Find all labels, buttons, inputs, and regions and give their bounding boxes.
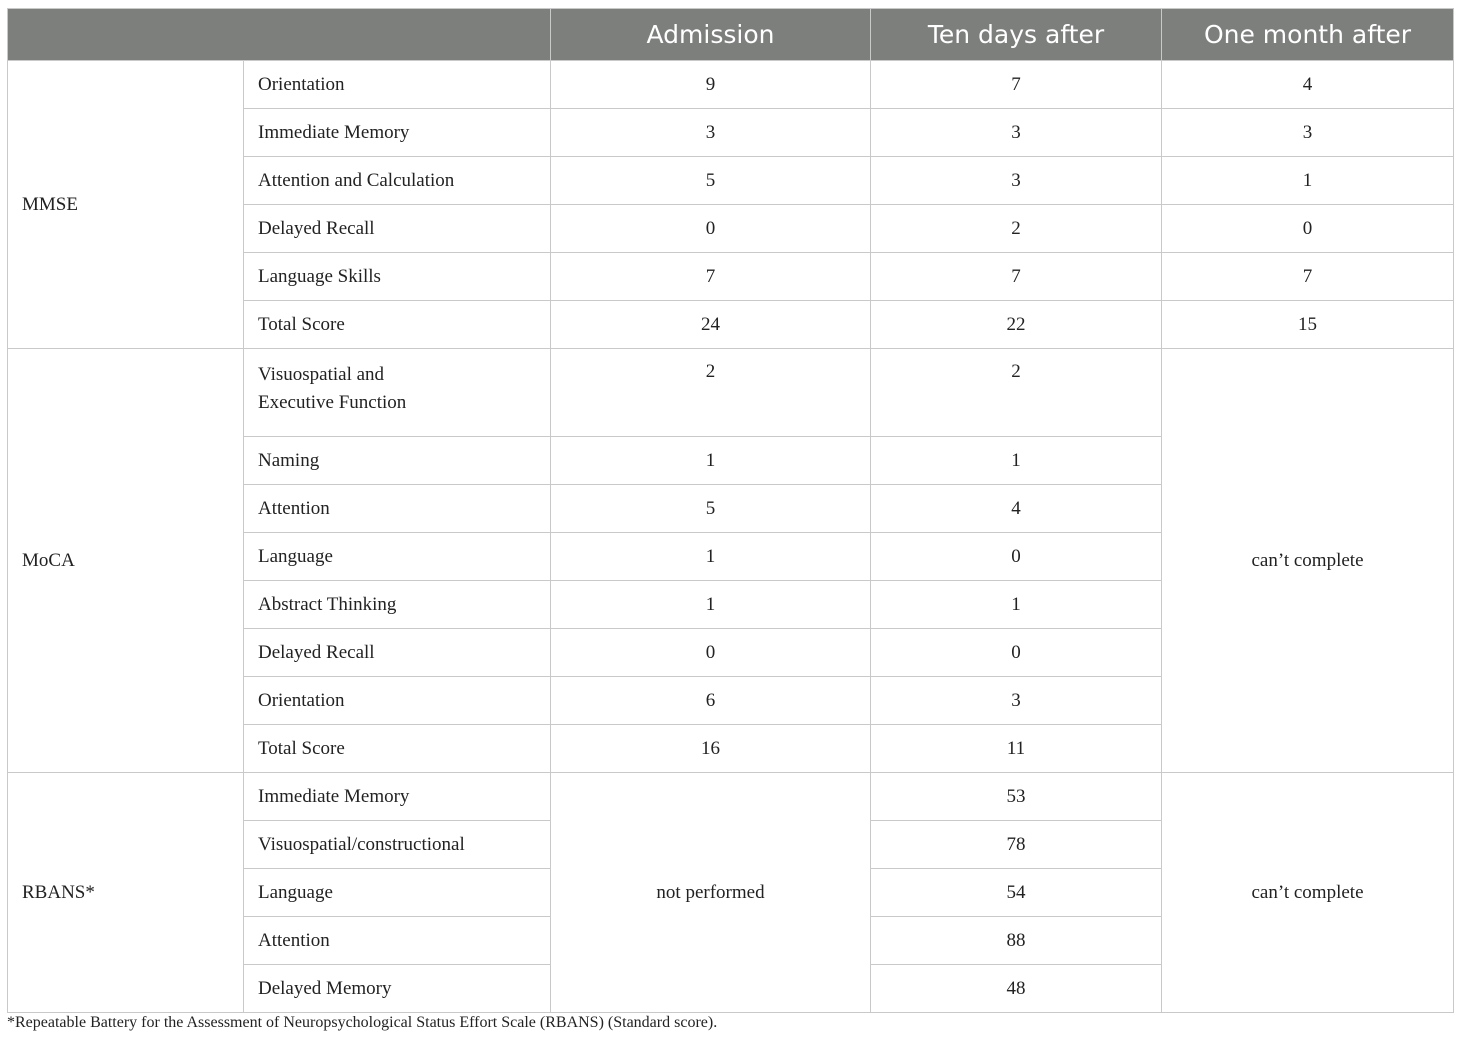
header-row — [8, 9, 1454, 61]
cell-ten-days: 0 — [871, 533, 1162, 581]
cell-admission: 6 — [551, 677, 871, 725]
cell-ten-days: 11 — [871, 725, 1162, 773]
cell-one-month: 1 — [1162, 157, 1454, 205]
cell-one-month: 3 — [1162, 109, 1454, 157]
row-label: Immediate Memory — [244, 109, 551, 157]
cell-admission: 1 — [551, 581, 871, 629]
group-label-rbans: RBANS* — [8, 773, 244, 1013]
cell-ten-days: 22 — [871, 301, 1162, 349]
cell-ten-days: 1 — [871, 581, 1162, 629]
row-label: Language — [244, 533, 551, 581]
cell-admission: 1 — [551, 533, 871, 581]
row-label: Total Score — [244, 725, 551, 773]
row-label: Immediate Memory — [244, 773, 551, 821]
cell-one-month-merged: can’t complete — [1162, 773, 1454, 1013]
cell-ten-days: 7 — [871, 253, 1162, 301]
cell-ten-days: 2 — [871, 349, 1162, 437]
row-label: Language — [244, 869, 551, 917]
score-table-container — [7, 8, 1453, 1013]
cell-ten-days: 3 — [871, 157, 1162, 205]
row-label: Orientation — [244, 61, 551, 109]
row-label: Naming — [244, 437, 551, 485]
cell-ten-days: 53 — [871, 773, 1162, 821]
cell-admission: 1 — [551, 437, 871, 485]
row-label: Visuospatial/constructional — [244, 821, 551, 869]
cell-admission: 5 — [551, 157, 871, 205]
row-label: Delayed Memory — [244, 965, 551, 1013]
row-label: Total Score — [244, 301, 551, 349]
table-row — [8, 349, 1454, 437]
row-label: Attention and Calculation — [244, 157, 551, 205]
cell-ten-days: 48 — [871, 965, 1162, 1013]
row-label — [244, 349, 551, 437]
row-label: Abstract Thinking — [244, 581, 551, 629]
cell-ten-days: 7 — [871, 61, 1162, 109]
cell-admission: 5 — [551, 485, 871, 533]
group-label-mmse: MMSE — [8, 61, 244, 349]
header-blank — [8, 9, 551, 61]
cell-one-month-merged: can’t complete — [1162, 349, 1454, 773]
cell-ten-days: 3 — [871, 109, 1162, 157]
cell-admission-merged: not performed — [551, 773, 871, 1013]
cell-one-month: 0 — [1162, 205, 1454, 253]
cell-ten-days: 78 — [871, 821, 1162, 869]
group-label-moca: MoCA — [8, 349, 244, 773]
cell-ten-days: 1 — [871, 437, 1162, 485]
row-label-line1: Visuospatial and — [258, 364, 385, 385]
cell-ten-days: 88 — [871, 917, 1162, 965]
cell-ten-days: 0 — [871, 629, 1162, 677]
cell-ten-days: 4 — [871, 485, 1162, 533]
row-label: Delayed Recall — [244, 629, 551, 677]
header-one-month: One month after — [1162, 9, 1454, 61]
table-row — [8, 773, 1454, 821]
row-label-line2: Executive Function — [258, 392, 407, 413]
neuropsych-score-table — [7, 8, 1454, 1013]
table-footnote: *Repeatable Battery for the Assessment of Neuropsychological Status Effort Scale (RBANS) (Standard score). — [7, 1014, 718, 1031]
cell-ten-days: 2 — [871, 205, 1162, 253]
table-row — [8, 61, 1454, 109]
cell-admission: 9 — [551, 61, 871, 109]
cell-admission: 16 — [551, 725, 871, 773]
cell-one-month: 7 — [1162, 253, 1454, 301]
cell-one-month: 4 — [1162, 61, 1454, 109]
header-ten-days: Ten days after — [871, 9, 1162, 61]
header-admission: Admission — [551, 9, 871, 61]
cell-ten-days: 3 — [871, 677, 1162, 725]
cell-admission: 0 — [551, 205, 871, 253]
cell-admission: 2 — [551, 349, 871, 437]
row-label: Delayed Recall — [244, 205, 551, 253]
row-label: Attention — [244, 917, 551, 965]
cell-admission: 24 — [551, 301, 871, 349]
cell-ten-days: 54 — [871, 869, 1162, 917]
row-label: Attention — [244, 485, 551, 533]
row-label: Orientation — [244, 677, 551, 725]
cell-admission: 7 — [551, 253, 871, 301]
cell-admission: 0 — [551, 629, 871, 677]
row-label: Language Skills — [244, 253, 551, 301]
cell-one-month: 15 — [1162, 301, 1454, 349]
cell-admission: 3 — [551, 109, 871, 157]
